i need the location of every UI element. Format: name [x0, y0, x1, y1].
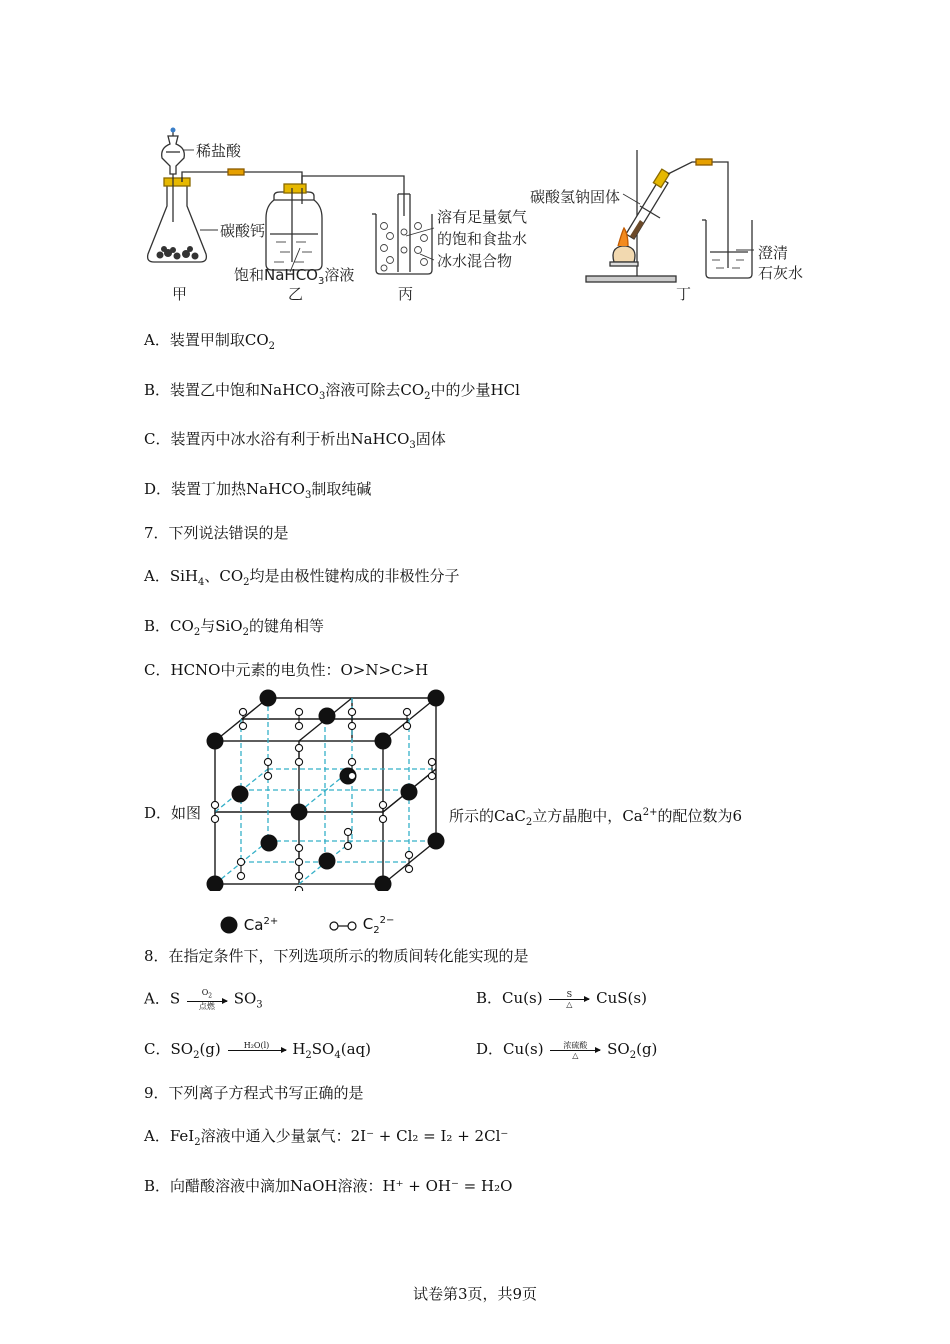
- legend-ca-ion: $Ca^{2+}$: [219, 915, 278, 935]
- reaction-arrow: $O_2$ 点燃: [187, 988, 227, 1011]
- label-bing: 丙: [398, 285, 414, 303]
- q7-stem: 7．下列说法错误的是: [144, 524, 289, 542]
- q7-option-c[interactable]: C．HCNO中元素的电负性：O>N>C>H: [144, 661, 429, 679]
- q7-option-d[interactable]: 所示的CaC$_2$立方晶胞中，$Ca^{2+}$的配位数为6: [449, 807, 743, 828]
- q8-option-d[interactable]: D．Cu(s) 浓硫酸 △ $SO_2(g)$: [476, 1040, 658, 1061]
- reaction-arrow: H₂O(l): [228, 1041, 286, 1060]
- q8-option-b[interactable]: B．Cu(s) S △ CuS(s): [476, 989, 647, 1009]
- label-sat-nahco3: 饱和NaHCO$_3$溶液: [234, 266, 355, 287]
- q7-option-b[interactable]: B．$CO_2$与SiO$_2$的键角相等: [144, 617, 324, 638]
- label-dilute-hcl: 稀盐酸: [196, 142, 242, 160]
- q6-option-b[interactable]: B．装置乙中饱和NaHCO$_3$溶液可除去$CO_2$中的少量HCl: [144, 381, 520, 402]
- legend-c2-ion: $C_2^{2-}$: [328, 915, 394, 936]
- reaction-arrow: 浓硫酸 △: [550, 1041, 600, 1060]
- q6-option-c[interactable]: C．装置丙中冰水浴有利于析出NaHCO$_3$固体: [144, 430, 446, 451]
- q9-stem: 9．下列离子方程式书写正确的是: [144, 1084, 364, 1102]
- q8-option-a[interactable]: A．S $O_2$ 点燃 $SO_3$: [144, 988, 263, 1011]
- ca-ion-icon: [219, 915, 239, 935]
- cac2-unit-cell-diagram: [200, 686, 445, 891]
- label-yi: 乙: [288, 285, 304, 303]
- label-brine-1: 溶有足量氨气: [437, 208, 528, 226]
- q6-option-a[interactable]: A．装置甲制取$CO_2$: [144, 331, 275, 352]
- label-ding: 丁: [676, 285, 692, 303]
- q8-stem: 8．在指定条件下，下列选项所示的物质间转化能实现的是: [144, 947, 529, 965]
- label-caco3: 碳酸钙: [220, 222, 266, 240]
- label-ice-water: 冰水混合物: [437, 252, 513, 270]
- c2-dumbbell-icon: [328, 916, 358, 936]
- label-brine-2: 的饱和食盐水: [437, 230, 528, 248]
- q9-option-a[interactable]: A．FeI$_2$溶液中通入少量氯气：2I⁻ + Cl₂ = I₂ + 2Cl⁻: [144, 1127, 509, 1148]
- label-limewater-1: 澄清: [758, 244, 789, 262]
- reaction-arrow: S △: [549, 990, 589, 1009]
- q6-option-d[interactable]: D．装置丁加热NaHCO$_3$制取纯碱: [144, 480, 372, 501]
- label-nahco3-solid: 碳酸氢钠固体: [530, 188, 621, 206]
- q7-option-a[interactable]: A．SiH$_4$、$CO_2$均是由极性键构成的非极性分子: [144, 567, 460, 588]
- q9-option-b[interactable]: B．向醋酸溶液中滴加NaOH溶液：H⁺ + OH⁻ = H₂O: [144, 1177, 513, 1195]
- q8-option-c[interactable]: C．$SO_2(g)$ H₂O(l) $H_2SO_4(aq)$: [144, 1040, 371, 1061]
- page-footer: 试卷第3页，共9页: [412, 1285, 538, 1303]
- label-jia: 甲: [172, 285, 188, 303]
- label-limewater-2: 石灰水: [758, 264, 804, 282]
- q7-option-d-pre[interactable]: D．如图: [144, 804, 202, 822]
